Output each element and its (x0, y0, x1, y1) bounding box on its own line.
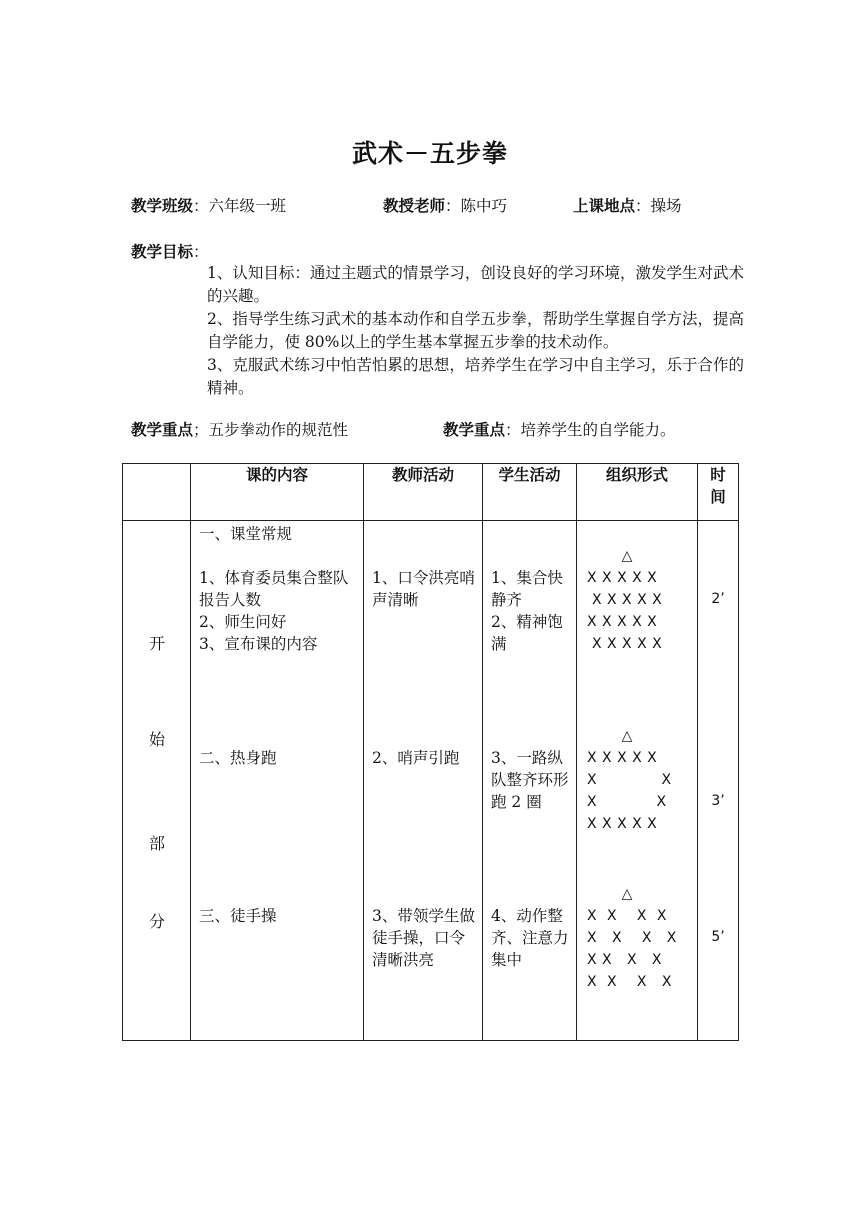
colon: ： (193, 197, 209, 215)
key-point-2-value: 培养学生的自学能力。 (520, 421, 676, 439)
key-point-1 (131, 420, 348, 440)
teacher-activity-3: 3、带领学生做徒手操，口令清晰洪亮 (372, 907, 475, 969)
teacher-label: 教授老师 (383, 197, 446, 215)
section-char-3: 部 (148, 834, 165, 853)
key-point-2 (443, 420, 676, 440)
location-label: 上课地点 (573, 197, 636, 215)
goals-label: 教学目标 (131, 243, 194, 261)
section-cell (123, 521, 191, 1041)
key-point-1-value: 五步拳动作的规范性 (208, 421, 349, 439)
key-point-1-label: 教学重点 (131, 421, 194, 439)
time-value-2: 3’ (711, 793, 725, 809)
formation-diagram-3: △ X X X X X X X X X X X X X X X X (587, 886, 677, 990)
lesson-plan-table (122, 463, 739, 1041)
section-char-2: 始 (148, 730, 165, 749)
goal-item-3: 3、克服武术练习中怕苦怕累的思想，培养学生在学习中自主学习，乐于合作的精神。 (207, 356, 744, 397)
formation-diagram-2: △ X X X X X X X X X X X X X X (587, 728, 672, 832)
teacher-info (383, 196, 507, 216)
goal-item-2: 2、指导学生练习武术的基本动作和自学五步拳，帮助学生掌握自学方法，提高自学能力，使 80%以上的学生基本掌握五步拳的技术动作。 (207, 310, 744, 351)
table-header-row (123, 464, 739, 521)
goal-item-1: 1、认知目标：通过主题式的情景学习，创设良好的学习环境，激发学生对武术的兴趣。 (207, 264, 744, 305)
section-char-1: 开 (148, 634, 165, 653)
colon: ： (635, 197, 651, 215)
section-char-4: 分 (148, 912, 165, 931)
time-value-3: 5’ (711, 929, 725, 945)
student-activity-cell (483, 521, 577, 1041)
student-activity-1: 1、集合快静齐 2、精神饱满 (491, 569, 563, 653)
teacher-activity-2: 2、哨声引跑 (372, 749, 460, 767)
header-content: 课的内容 (191, 464, 364, 521)
routine-items: 1、体育委员集合整队报告人数 2、师生问好 3、宣布课的内容 (199, 569, 349, 653)
formation-cell (577, 521, 698, 1041)
header-student-activity: 学生活动 (483, 464, 577, 521)
colon: ： (193, 243, 209, 261)
formation-diagram-1: △ X X X X X X X X X X X X X X X X X X X X (587, 548, 663, 652)
class-value: 六年级一班 (208, 197, 287, 215)
colon: ： (505, 421, 521, 439)
page-title: 武术－五步拳 (351, 139, 508, 168)
semicolon: ； (193, 421, 209, 439)
goals-heading (131, 240, 209, 262)
time-cell (698, 521, 739, 1041)
location-value: 操场 (650, 197, 682, 215)
student-activity-3: 4、动作整齐、注意力集中 (491, 907, 569, 969)
content-cell (191, 521, 364, 1041)
header-section (123, 464, 191, 521)
colon: ： (445, 197, 461, 215)
student-activity-2: 3、一路纵队整齐环形跑 2 圈 (491, 749, 569, 811)
time-value-1: 2’ (711, 591, 725, 607)
header-formation: 组织形式 (577, 464, 698, 521)
class-info (131, 196, 286, 216)
location-info (573, 196, 682, 216)
teacher-value: 陈中巧 (460, 197, 508, 215)
key-point-2-label: 教学重点 (443, 421, 506, 439)
teacher-activity-cell (364, 521, 483, 1041)
routine-title: 一、课堂常规 (199, 525, 293, 543)
header-time: 时 间 (698, 464, 739, 521)
teacher-activity-1: 1、口令洪亮哨声清晰 (372, 569, 475, 609)
warmup-title: 二、热身跑 (199, 749, 277, 767)
exercise-title: 三、徒手操 (199, 907, 277, 925)
class-label: 教学班级 (131, 197, 194, 215)
table-row (123, 521, 739, 1041)
header-teacher-activity: 教师活动 (364, 464, 483, 521)
